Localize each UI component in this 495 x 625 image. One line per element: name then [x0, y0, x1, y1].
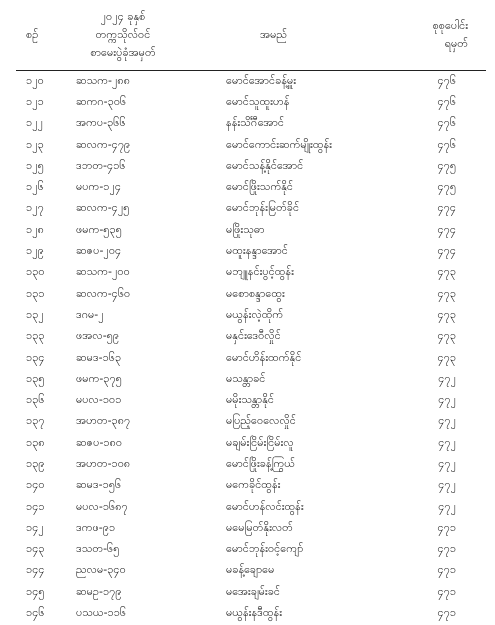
cell-serial-number: ၁၂၇	[26, 201, 44, 215]
cell-total-marks: ၄၇၃	[437, 350, 456, 364]
cell-roll-number: ဆလက-၄၇၉	[76, 137, 131, 151]
cell-roll-number: ဒကဖ-၉၁	[76, 520, 116, 534]
cell-roll-number: ဆလက-၄၂၅	[76, 201, 130, 215]
cell-serial-number: ၁၂၀	[26, 73, 44, 87]
cell-name: မပြည့်ဝေလေလှိုင်	[226, 414, 296, 428]
table-row	[16, 582, 486, 603]
cell-serial-number: ၁၃၇	[26, 414, 45, 428]
cell-name: မချမ်းငြိမ်းငြိမ်းလူ	[226, 435, 294, 449]
cell-serial-number: ၁၃၄	[26, 350, 45, 364]
cell-name: မမိုးသန္တာနိုင်	[226, 393, 274, 407]
cell-total-marks: ၄၇၁	[437, 563, 456, 577]
cell-total-marks: ၄၇၂	[438, 499, 456, 513]
cell-total-marks: ၄၇၁	[437, 606, 456, 620]
cell-serial-number: ၁၄၀	[26, 478, 45, 492]
cell-total-marks: ၄၇၃	[437, 329, 456, 343]
table-row	[16, 348, 486, 369]
cell-roll-number: ဖမက-၃၇၅	[76, 371, 122, 385]
cell-name: မောင်ဘုန်းဝင့်ကျော်	[226, 542, 304, 556]
cell-roll-number: ဆဇပ-၂၀၄	[76, 244, 122, 258]
table-row	[16, 177, 486, 198]
table-row	[16, 433, 486, 454]
cell-roll-number: ဆသက-၂၈၈	[76, 73, 130, 87]
cell-total-marks: ၄၇၆	[437, 137, 456, 151]
cell-roll-number: ဆမဒ-၁၅၆	[76, 478, 122, 492]
header-roll-line: ၂၀၂၄ ခုနှစ်	[100, 10, 146, 23]
table-row	[16, 220, 486, 241]
cell-total-marks: ၄၇၁	[437, 584, 456, 598]
cell-total-marks: ၄၇၂	[438, 435, 456, 449]
table-row	[16, 284, 486, 305]
cell-roll-number: မပလ-၁၆၈၇	[76, 499, 128, 513]
cell-serial-number: ၁၂၉	[26, 244, 44, 258]
cell-name: နန်းသိင်္ဂီအောင်	[226, 116, 284, 130]
cell-name: မအေးချမ်းခင်	[226, 584, 281, 598]
table-row	[16, 603, 486, 624]
cell-roll-number: အဟတ-၃၈၇	[76, 414, 131, 428]
cell-total-marks: ၄၇၃	[437, 307, 456, 321]
cell-serial-number: ၁၂၂	[26, 116, 43, 130]
cell-roll-number: မပလ-၁၀၁	[76, 393, 122, 407]
cell-serial-number: ၁၃၁	[26, 286, 45, 300]
table-row	[16, 476, 486, 497]
table-row	[16, 305, 486, 326]
cell-name: မစောစန္ဒာထွေး	[226, 286, 285, 300]
cell-roll-number: ဆလက-၄၆၀	[76, 286, 131, 300]
cell-roll-number: အဟတ-၁၀၈	[76, 456, 131, 470]
cell-name: မယွန်းနဒီထွန်း	[226, 606, 282, 620]
cell-serial-number: ၁၃၉	[26, 456, 45, 470]
cell-roll-number: ဆဇပ-၁၈၀	[76, 435, 123, 449]
cell-serial-number: ၁၄၃	[26, 542, 45, 556]
table-row	[16, 561, 486, 582]
table-row	[16, 71, 486, 92]
table-row	[16, 114, 486, 135]
cell-total-marks: ၄၇၅	[437, 180, 456, 194]
cell-roll-number: ဒဂမ-၂	[76, 307, 104, 321]
cell-total-marks: ၄၇၆	[437, 73, 456, 87]
cell-name: မကေခိုင်ထွန်း	[226, 478, 281, 492]
cell-serial-number: ၁၂၆	[26, 180, 44, 194]
cell-name: မထူးနန္ဒာအောင်	[226, 244, 288, 258]
cell-serial-number: ၁၂၃	[26, 137, 44, 151]
cell-roll-number: ဆမဒ-၁၆၃	[76, 350, 122, 364]
cell-serial-number: ၁၃၂	[26, 307, 44, 321]
cell-name: မသန္တာခင်	[226, 371, 266, 385]
header-total-line: ရမှတ်	[444, 37, 468, 50]
cell-name: မဘျူနင်းပွင့်ထွန်း	[226, 265, 294, 279]
cell-serial-number: ၁၃၃	[26, 329, 45, 343]
table-body	[16, 71, 486, 625]
cell-roll-number: ဖအလ-၅၉	[76, 329, 120, 343]
header-total-line: စုစုပေါင်း	[432, 19, 468, 32]
cell-roll-number: ပသယ-၁၁၆	[76, 606, 127, 620]
cell-total-marks: ၄၇၂	[438, 478, 456, 492]
table-row	[16, 199, 486, 220]
header-total-marks	[398, 0, 486, 71]
header-roll-line: စာမေးပွဲခုံအမှတ်	[90, 46, 156, 59]
cell-roll-number: ဆကဂ-၃၀၆	[76, 94, 127, 108]
cell-total-marks: ၄၇၂	[438, 456, 456, 470]
cell-roll-number: ဒသတ-၆၅	[76, 542, 120, 556]
table-header	[16, 0, 486, 71]
cell-name: မောင်ဖြိုးသက်နိုင်	[226, 180, 293, 194]
table-row	[16, 454, 486, 475]
cell-total-marks: ၄၇၁	[437, 520, 456, 534]
cell-total-marks: ၄၇၆	[437, 94, 456, 108]
cell-total-marks: ၄၇၄	[437, 244, 456, 258]
table-row	[16, 540, 486, 561]
cell-total-marks: ၄၇၄	[437, 201, 456, 215]
cell-name: မောင်အောင်ခန့်မှူး	[226, 73, 297, 87]
cell-total-marks: ၄၇၃	[437, 265, 456, 279]
cell-serial-number: ၁၃၆	[26, 393, 45, 407]
cell-total-marks: ၄၇၃	[437, 286, 456, 300]
cell-total-marks: ၄၇၁	[437, 542, 456, 556]
table-row	[16, 518, 486, 539]
cell-roll-number: ဆမဥ-၁၇၉	[76, 584, 122, 598]
cell-total-marks: ၄၇၂	[438, 414, 456, 428]
cell-name: မဖြိုးသုဓာ	[226, 222, 265, 236]
results-table	[16, 0, 486, 625]
cell-serial-number: ၁၃၅	[26, 371, 45, 385]
table-row	[16, 156, 486, 177]
cell-name: မောင်ဟန်လင်းထွန်း	[226, 499, 304, 513]
cell-serial-number: ၁၂၅	[26, 158, 44, 172]
cell-name: မနှင်းဒေဝီလှိုင်	[226, 329, 281, 343]
cell-name: မခန့်ချောမေ	[226, 563, 275, 577]
cell-roll-number: ညလမ-၃၄၀	[76, 563, 126, 577]
table-row	[16, 263, 486, 284]
cell-roll-number: ဖမက-၅၃၅	[76, 222, 122, 236]
table-row	[16, 241, 486, 262]
header-roll-number	[58, 0, 188, 71]
cell-roll-number: ဆသက-၂၀၀	[76, 265, 130, 279]
cell-serial-number: ၁၄၂	[26, 520, 44, 534]
cell-total-marks: ၄၇၄	[437, 222, 456, 236]
cell-name: မောင်ဟိန်းထက်နိုင်	[226, 350, 302, 364]
cell-total-marks: ၄၇၂	[438, 371, 456, 385]
header-serial-number: စဉ်	[26, 28, 39, 41]
table-row	[16, 497, 486, 518]
cell-name: မောင်သန့်နိုင်အောင်	[226, 158, 304, 172]
table-row	[16, 135, 486, 156]
cell-serial-number: ၁၄၁	[26, 499, 45, 513]
table-row	[16, 390, 486, 411]
cell-name: မောင်ဘုန်းမြတ်ခိုင်	[226, 201, 300, 215]
table-row	[16, 369, 486, 390]
cell-roll-number: မပက-၁၂၄	[76, 180, 122, 194]
cell-serial-number: ၁၂၈	[26, 222, 44, 236]
header-roll-line: တက္ကသိုလ်ဝင်	[95, 28, 151, 41]
cell-name: မောင်ကောင်းဆက်မျိုးထွန်း	[226, 137, 332, 151]
cell-roll-number: ဒဘတ-၄၁၆	[76, 158, 126, 172]
cell-name: မောင်သူထူးဟန်	[226, 94, 290, 108]
cell-total-marks: ၄၇၅	[437, 158, 456, 172]
table-row	[16, 327, 486, 348]
cell-serial-number: ၁၃၈	[26, 435, 45, 449]
table-row	[16, 412, 486, 433]
cell-serial-number: ၁၄၆	[26, 606, 45, 620]
cell-name: မောင်ဖြိုးခန့်ကြွယ်	[226, 456, 295, 470]
cell-name: မယွန်းလဲ့ထိုက်	[226, 307, 284, 321]
cell-serial-number: ၁၄၄	[26, 563, 45, 577]
cell-total-marks: ၄၇၂	[438, 393, 456, 407]
cell-total-marks: ၄၇၆	[437, 116, 456, 130]
cell-serial-number: ၁၂၁	[26, 94, 44, 108]
cell-roll-number: အကပ-၃၆၆	[76, 116, 126, 130]
cell-serial-number: ၁၄၅	[26, 584, 45, 598]
cell-name: မမေမြတ်နိုးလတ်	[226, 520, 293, 534]
cell-serial-number: ၁၃၀	[26, 265, 45, 279]
table-row	[16, 92, 486, 113]
header-name: အမည်	[260, 28, 288, 41]
